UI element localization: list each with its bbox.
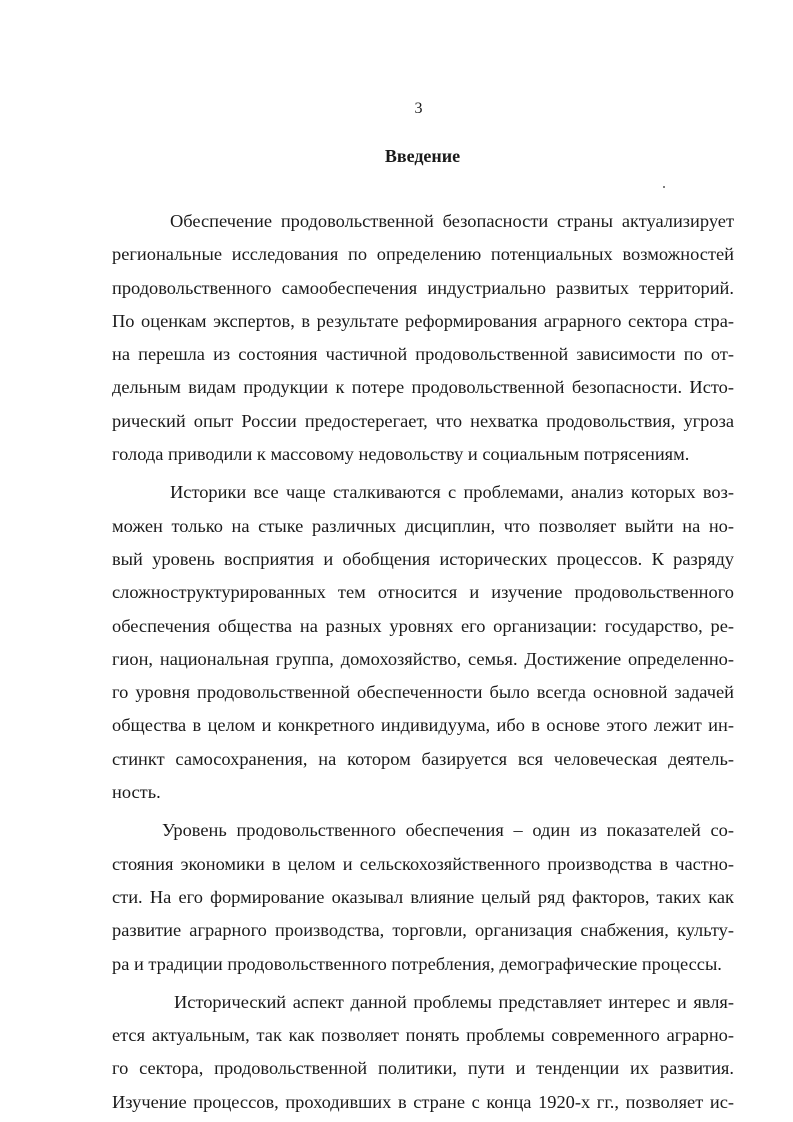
paragraph-line: ность. — [112, 782, 161, 803]
paragraph-line: голода приводили к массовому недовольству и социальным потрясениям. — [112, 444, 690, 465]
paragraph-line: обеспечения общества на разных уровнях его организации: государство, ре- — [112, 615, 734, 636]
paragraph-line: стояния экономики в целом и сельскохозяйственного производства в частно- — [112, 853, 734, 874]
paragraph-line: ра и традиции продовольственного потребления, демографические процессы. — [112, 953, 722, 974]
paragraph-line: на перешла из состояния частичной продовольственной зависимости по от- — [112, 344, 734, 365]
paragraph-line: развитие аграрного производства, торговли, организация снабжения, культу- — [112, 920, 734, 941]
paragraph-line: вый уровень восприятия и обобщения исторических процессов. К разряду — [112, 548, 734, 569]
scan-speck — [663, 186, 665, 188]
paragraph-line: сложноструктурированных тем относится и изучение продовольственного — [112, 582, 734, 603]
section-heading: Введение — [384, 146, 461, 166]
paragraph-3 — [112, 814, 734, 980]
paragraph-2 — [112, 476, 734, 809]
paragraph-line: го сектора, продовольственной политики, пути и тенденции их развития. — [112, 1058, 734, 1079]
paragraph-line: можен только на стыке различных дисциплин, что позволяет выйти на но- — [112, 515, 734, 536]
page-number: 3 — [414, 100, 423, 117]
paragraph-line: Изучение процессов, проходивших в стране с конца 1920-х гг., позволяет ис- — [112, 1091, 734, 1112]
paragraph-4 — [112, 986, 734, 1119]
paragraph-line: Историки все чаще сталкиваются с проблемами, анализ которых воз- — [170, 482, 734, 503]
paragraph-line: Уровень продовольственного обеспечения – один из показателей со- — [162, 820, 734, 841]
paragraph-line: ется актуальным, так как позволяет понять проблемы современного аграрно- — [112, 1025, 734, 1046]
paragraph-line: го уровня продовольственной обеспеченности было всегда основной задачей — [112, 682, 734, 703]
paragraph-1 — [112, 205, 734, 471]
paragraph-line: Исторический аспект данной проблемы представляет интерес и явля- — [174, 991, 734, 1012]
paragraph-line: дельным видам продукции к потере продовольственной безопасности. Исто- — [112, 377, 734, 398]
paragraph-line: Обеспечение продовольственной безопасности страны актуализирует — [170, 211, 734, 231]
paragraph-line: продовольственного самообеспечения индустриально развитых территорий. — [112, 277, 734, 298]
paragraph-line: общества в целом и конкретного индивидуума, ибо в основе этого лежит ин- — [112, 715, 734, 736]
paragraph-line: гион, национальная группа, домохозяйство, семья. Достижение определенно- — [112, 648, 734, 669]
paragraph-line: стинкт самосохранения, на котором базируется вся человеческая деятель- — [112, 748, 734, 769]
paragraph-line: региональные исследования по определению потенциальных возможностей — [112, 244, 734, 265]
body-text — [112, 205, 734, 1119]
paragraph-line: рический опыт России предостерегает, что нехватка продовольствия, угроза — [112, 410, 734, 431]
paragraph-line: сти. На его формирование оказывал влияние целый ряд факторов, таких как — [112, 886, 734, 907]
paragraph-line: По оценкам экспертов, в результате реформирования аграрного сектора стра- — [112, 310, 734, 331]
